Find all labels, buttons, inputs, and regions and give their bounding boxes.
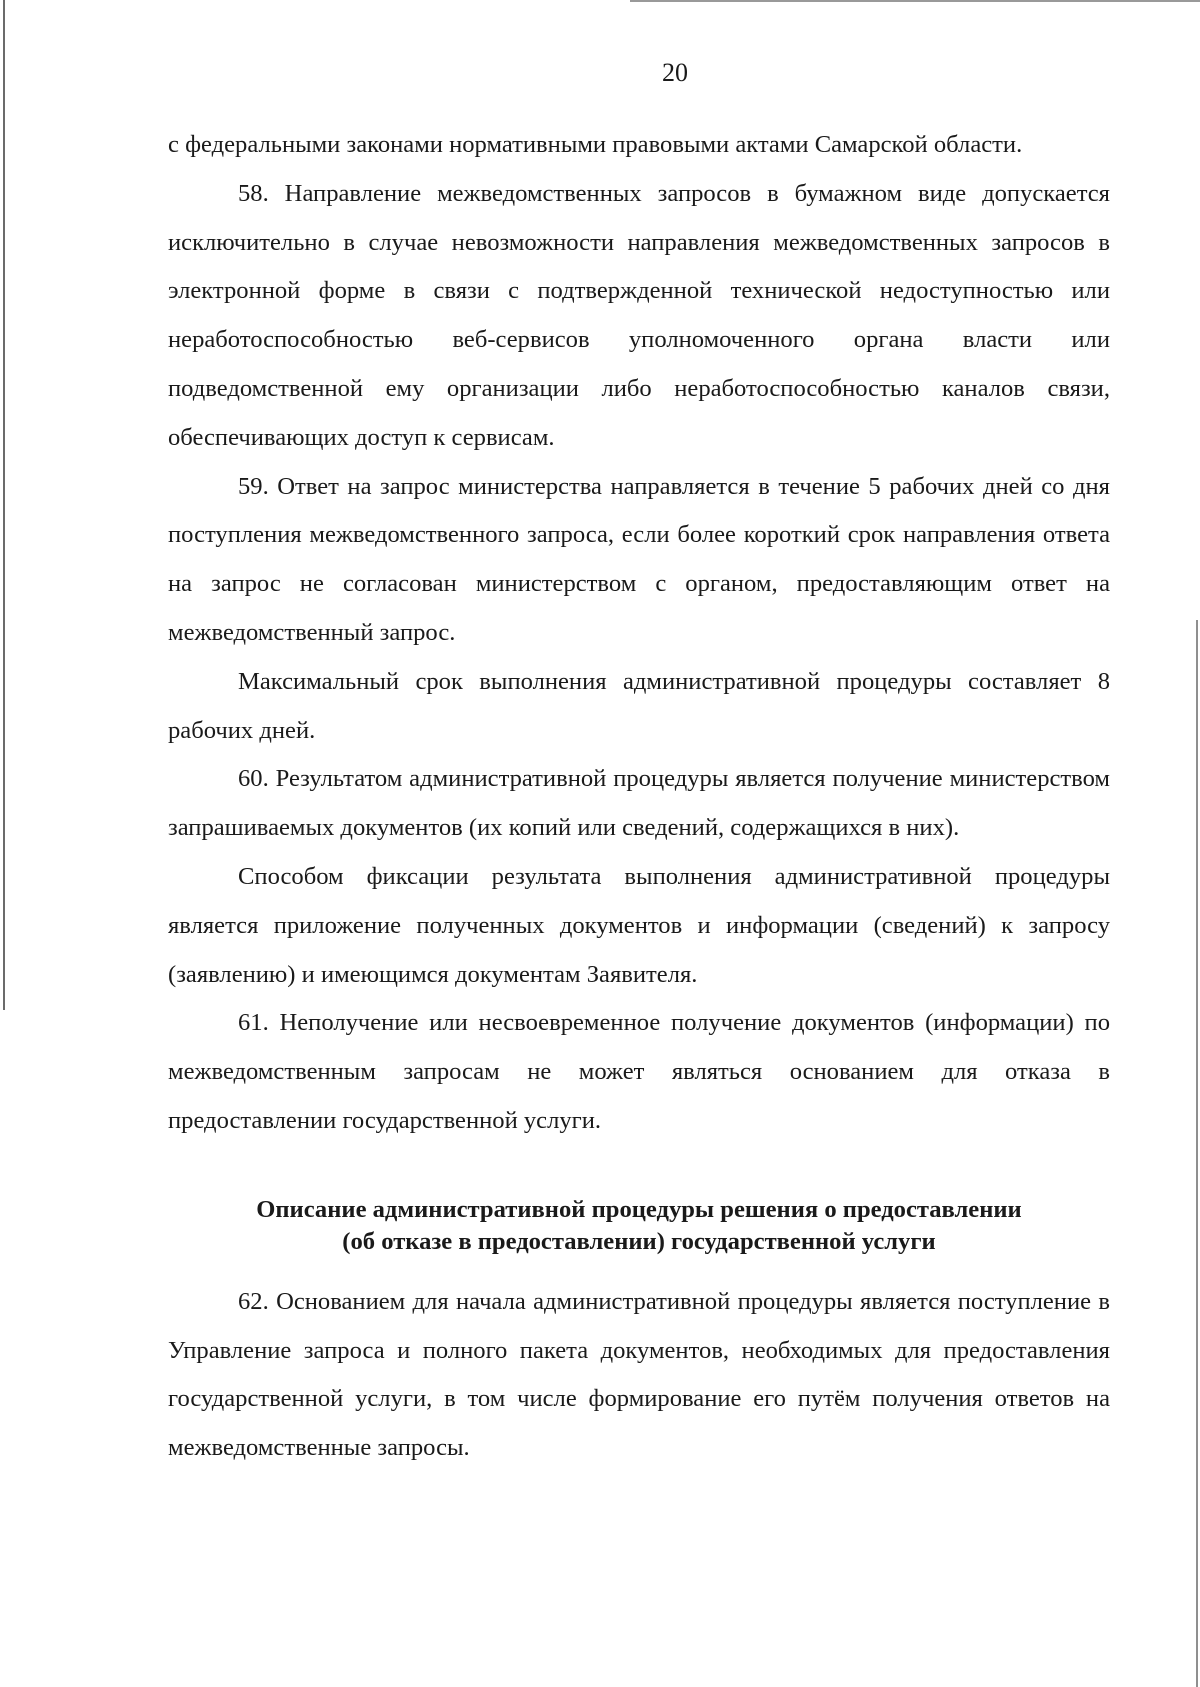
paragraph-continuation: с федеральными законами нормативными правовыми актами Самарской области. xyxy=(168,131,1023,158)
scan-edge-left xyxy=(3,0,5,1010)
page-number: 20 xyxy=(662,58,688,87)
paragraph-fixation: Способом фиксации результата выполнения административной процедуры является приложение полученных документов и информации (сведений) к запросу (заявлению) и имеющимся документам Заявителя. xyxy=(168,862,1110,988)
section-heading-line-1: Описание административной процедуры решения о предоставлении xyxy=(256,1195,1022,1223)
scan-edge-right xyxy=(1196,620,1198,1687)
paragraph-60: 60. Результатом административной процедуры является получение министерством запрашиваемых документов (их копий или сведений, содержащихся в них). xyxy=(168,765,1110,842)
paragraph-62: 62. Основанием для начала административной процедуры является поступление в Управление запроса и полного пакета документов, необходимых для предоставления государственной услуги, в том числе формирование его путём получения ответов на межведомственные запросы. xyxy=(168,1287,1110,1462)
paragraph-58: 58. Направление межведомственных запросов в бумажном виде допускается исключительно в случае невозможности направления межведомственных запросов в электронной форме в связи с подтвержденной технической недоступностью или неработоспособностью веб-сервисов уполномоченного органа власти или подведомственной ему организации либо неработоспособностью каналов связи, обеспечивающих доступ к сервисам. xyxy=(168,179,1110,451)
scan-edge-top xyxy=(630,0,1200,2)
paragraph-61: 61. Неполучение или несвоевременное получение документов (информации) по межведомственным запросам не может являться основанием для отказа в предоставлении государственной услуги. xyxy=(168,1009,1110,1134)
paragraph-59: 59. Ответ на запрос министерства направляется в течение 5 рабочих дней со дня поступления межведомственного запроса, если более короткий срок направления ответа на запрос не согласован министерством с органом, предоставляющим ответ на межведомственный запрос. xyxy=(168,472,1110,646)
section-heading xyxy=(168,1194,1110,1258)
section-heading-line-2: (об отказе в предоставлении) государственной услуги xyxy=(342,1227,936,1255)
document-body xyxy=(168,121,1110,1473)
paragraph-max-term: Максимальный срок выполнения административной процедуры составляет 8 рабочих дней. xyxy=(168,667,1110,744)
